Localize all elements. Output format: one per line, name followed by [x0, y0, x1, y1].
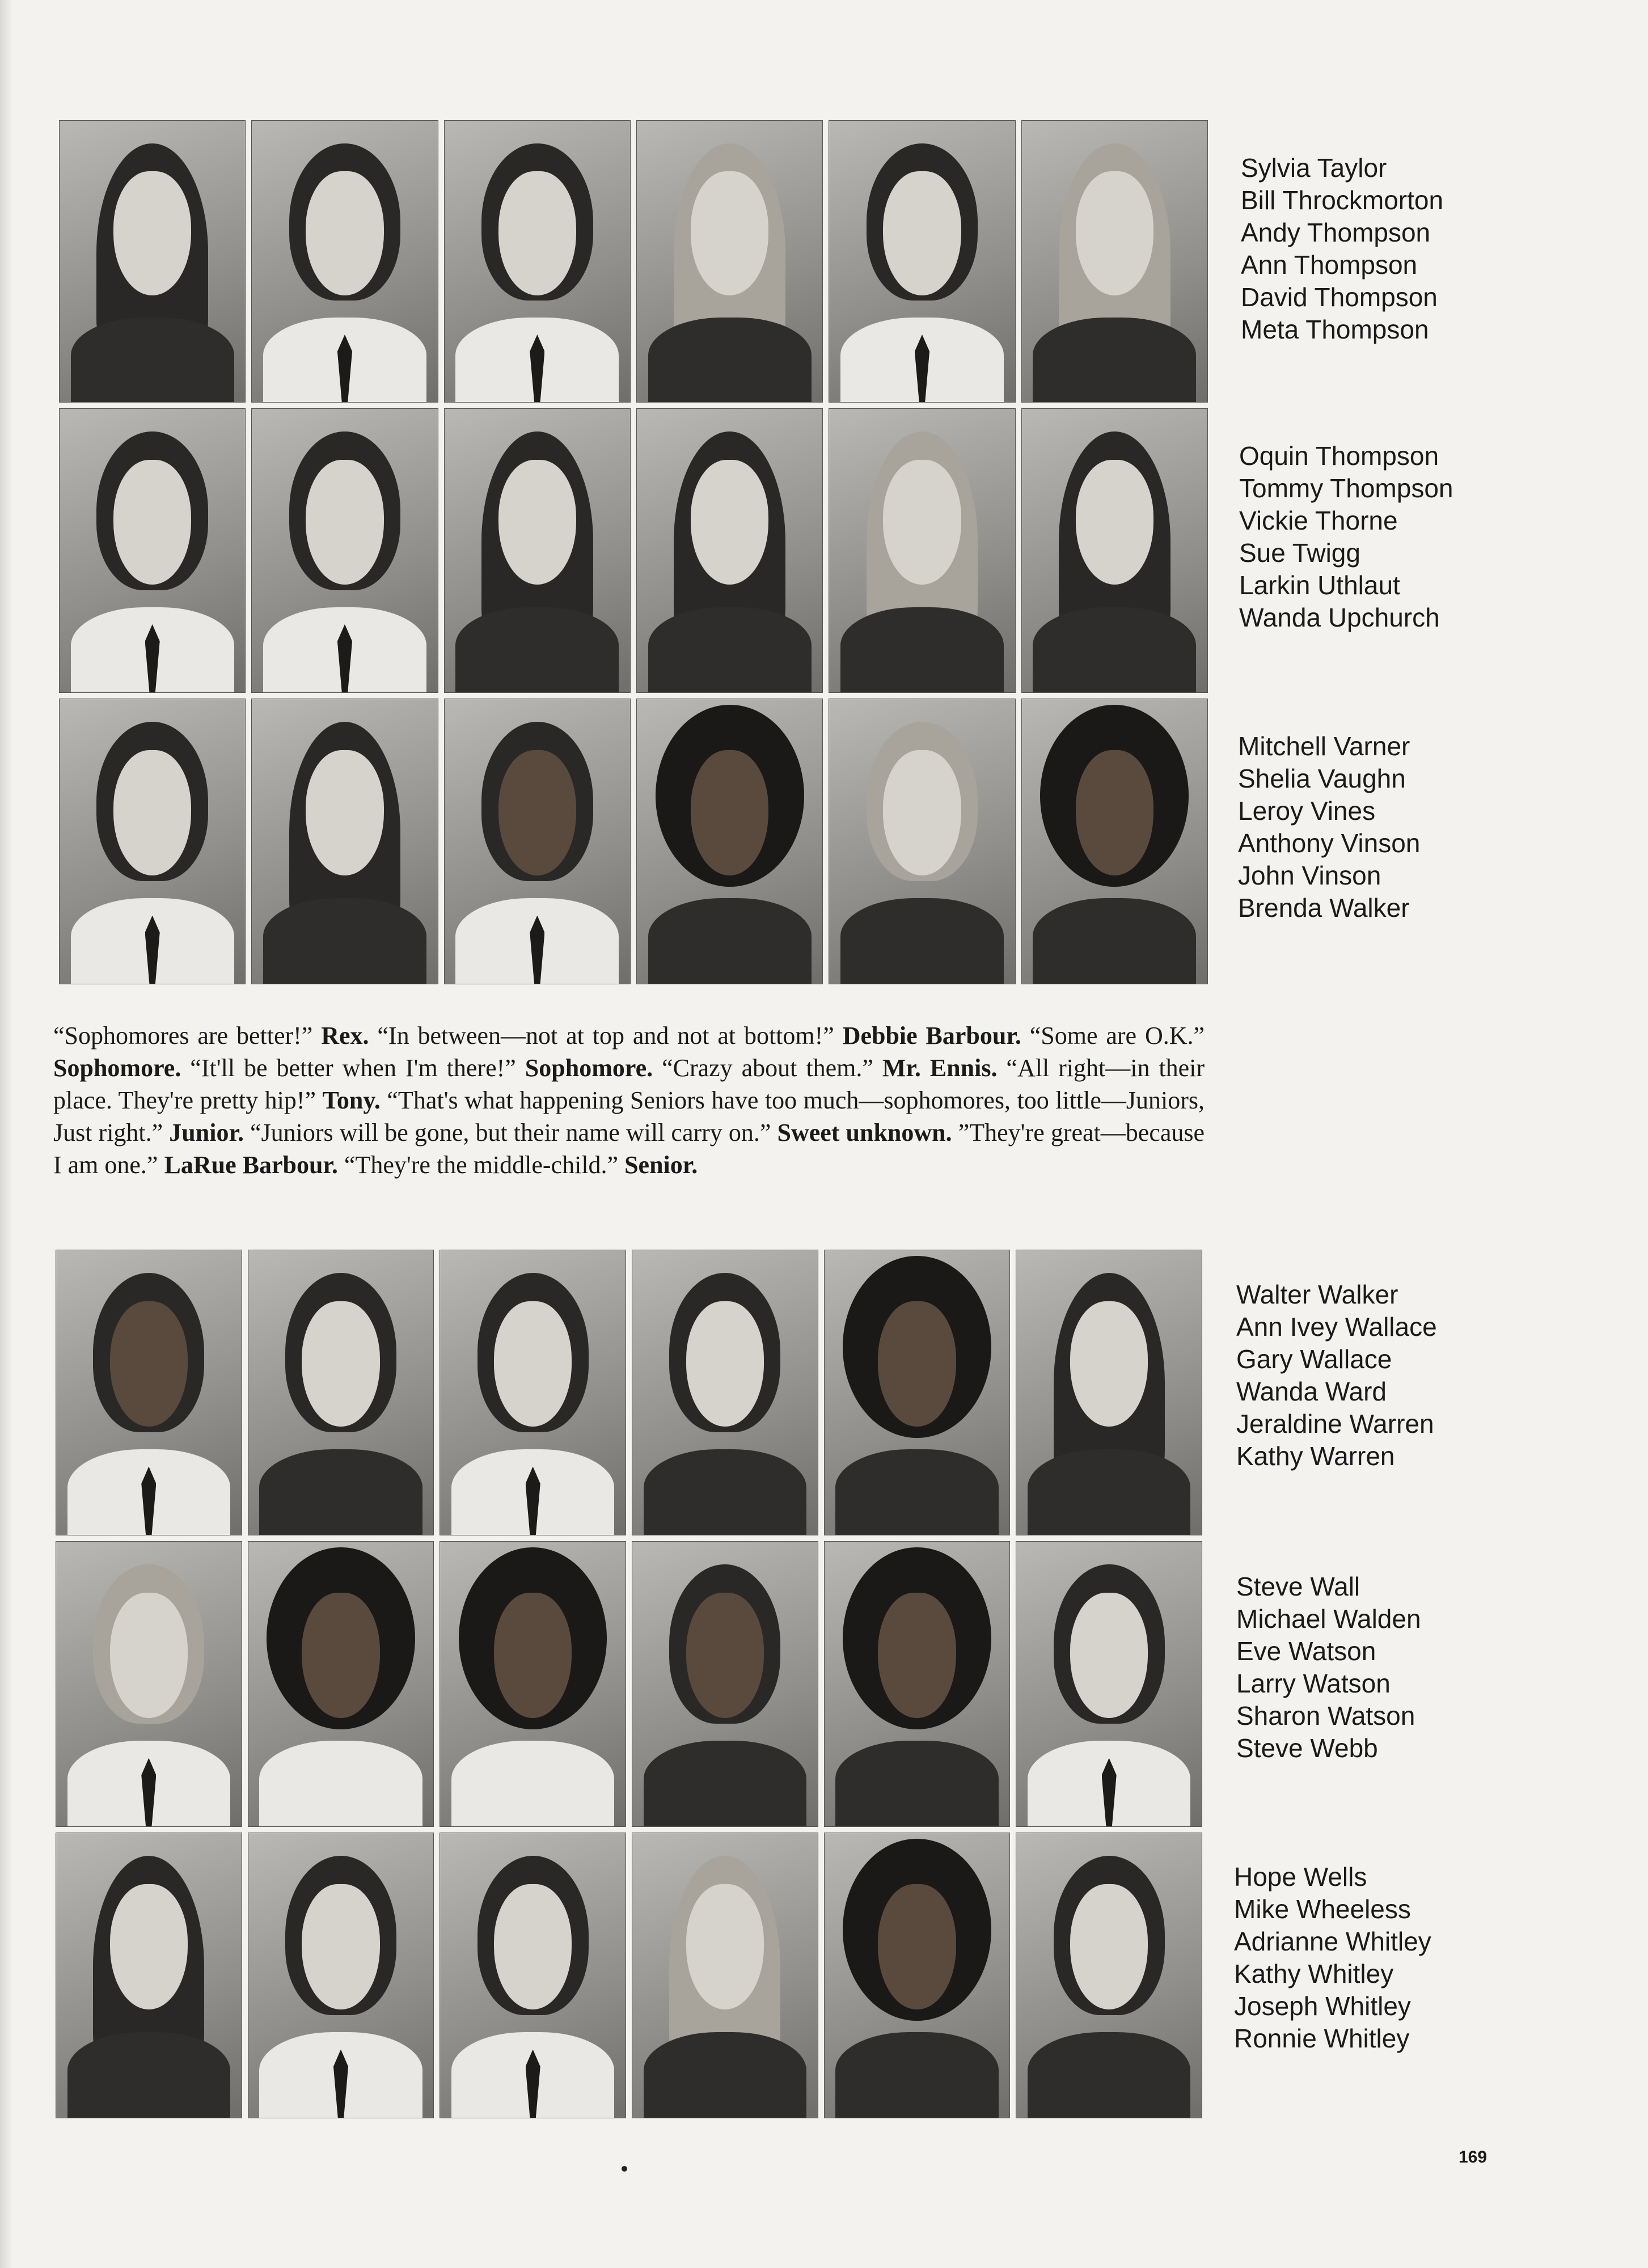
portrait-hope-wells	[56, 1833, 242, 2118]
name-entry: David Thompson	[1241, 282, 1438, 312]
name-entry: Anthony Vinson	[1238, 828, 1421, 858]
name-entry: Larry Watson	[1236, 1669, 1391, 1698]
name-entry: Leroy Vines	[1238, 796, 1376, 826]
portrait-larry-watson	[632, 1541, 818, 1827]
name-entry: Sylvia Taylor	[1241, 153, 1387, 183]
quote-text: ”They're great—because I am one.”	[53, 1119, 1205, 1179]
name-entry: Hope Wells	[1234, 1862, 1367, 1892]
name-entry: Tommy Thompson	[1239, 473, 1453, 503]
name-entry: Ann Ivey Wallace	[1236, 1312, 1437, 1342]
name-entry: Meta Thompson	[1241, 315, 1429, 344]
top-portrait-grid	[59, 120, 1208, 984]
portrait-joseph-whitley	[824, 1833, 1011, 2118]
page-number: 169	[1459, 2148, 1488, 2167]
portrait-adrianne-whitley	[440, 1833, 626, 2118]
portrait-sue-twigg	[636, 408, 823, 693]
quote-text: “Crazy about them.”	[662, 1054, 873, 1082]
name-entry: Joseph Whitley	[1234, 1991, 1411, 2021]
quote-speaker: LaRue Barbour.	[164, 1151, 338, 1179]
name-entry: Jeraldine Warren	[1236, 1409, 1434, 1438]
name-entry: Brenda Walker	[1238, 893, 1410, 923]
portrait-wanda-upchurch	[1021, 408, 1208, 693]
portrait-bill-throckmorton	[251, 120, 438, 403]
quote-text: “It'll be better when I'm there!”	[190, 1054, 516, 1082]
name-list-group-6	[1234, 1861, 1431, 2055]
quote-speaker: Debbie Barbour.	[842, 1022, 1021, 1050]
quote-text: “All right—in their place. They're pretty hip!”	[53, 1054, 1205, 1114]
name-list-group-2	[1239, 440, 1453, 634]
quote-speaker: Sweet unknown.	[777, 1119, 952, 1146]
quote-text: “That's what happening Seniors have too much—sophomores, too little—Juniors, Just right.”	[53, 1086, 1205, 1146]
quote-text: “Juniors will be gone, but their name will carry on.”	[250, 1119, 771, 1146]
portrait-walter-walker	[56, 1250, 242, 1535]
name-entry: Gary Wallace	[1236, 1344, 1392, 1374]
name-entry: Adrianne Whitley	[1234, 1927, 1431, 1956]
name-entry: Mike Wheeless	[1234, 1894, 1411, 1924]
name-entry: Kathy Whitley	[1234, 1959, 1394, 1988]
portrait-meta-thompson	[1021, 120, 1208, 403]
name-entry: Bill Throckmorton	[1241, 185, 1444, 215]
portrait-ann-thompson	[636, 120, 823, 403]
quote-speaker: Tony.	[322, 1086, 381, 1114]
portrait-mike-wheeless	[248, 1833, 434, 2118]
portrait-wanda-ward	[632, 1250, 818, 1535]
portrait-john-vinson	[829, 699, 1015, 984]
portrait-sylvia-taylor	[59, 120, 246, 403]
portrait-kathy-whitley	[632, 1833, 818, 2118]
quote-text: “In between—not at top and not at bottom!”	[377, 1022, 834, 1050]
portrait-andy-thompson	[444, 120, 631, 403]
portrait-steve-webb	[1016, 1541, 1202, 1827]
portrait-david-thompson	[829, 120, 1015, 403]
name-entry: John Vinson	[1238, 861, 1381, 890]
portrait-brenda-walker	[1021, 699, 1208, 984]
name-entry: Larkin Uthlaut	[1239, 570, 1400, 600]
student-quotes-paragraph	[53, 1019, 1205, 1181]
name-entry: Shelia Vaughn	[1238, 764, 1406, 793]
portrait-leroy-vines	[444, 699, 631, 984]
quote-text: “Sophomores are better!”	[53, 1022, 313, 1050]
name-entry: Andy Thompson	[1241, 218, 1431, 247]
portrait-shelia-vaughn	[251, 699, 438, 984]
quote-speaker: Senior.	[624, 1151, 698, 1179]
portrait-gary-wallace	[440, 1250, 626, 1535]
portrait-sharon-watson	[824, 1541, 1011, 1827]
portrait-jeraldine-warren	[824, 1250, 1011, 1535]
portrait-larkin-uthlaut	[829, 408, 1015, 693]
bottom-portrait-grid	[56, 1250, 1202, 2118]
name-entry: Wanda Upchurch	[1239, 603, 1440, 632]
quote-speaker: Junior.	[169, 1119, 244, 1146]
name-list-group-1	[1241, 152, 1443, 346]
name-entry: Kathy Warren	[1236, 1441, 1395, 1471]
quote-speaker: Mr. Ennis.	[882, 1054, 998, 1082]
quote-speaker: Sophomore.	[53, 1054, 181, 1082]
quote-text: “They're the middle-child.”	[344, 1151, 619, 1179]
portrait-kathy-warren	[1016, 1250, 1202, 1535]
name-entry: Wanda Ward	[1236, 1377, 1387, 1406]
name-entry: Sharon Watson	[1236, 1701, 1415, 1730]
portrait-eve-watson	[440, 1541, 626, 1827]
print-speck	[622, 2166, 627, 2172]
portrait-ronnie-whitley	[1016, 1833, 1202, 2118]
portrait-anthony-vinson	[636, 699, 823, 984]
quote-text: “Some are O.K.”	[1029, 1022, 1205, 1050]
name-entry: Mitchell Varner	[1238, 731, 1410, 761]
page-gutter-shadow	[0, 0, 12, 2268]
portrait-mitchell-varner	[59, 699, 246, 984]
quote-speaker: Rex.	[321, 1022, 369, 1050]
name-entry: Sue Twigg	[1239, 538, 1360, 568]
portrait-tommy-thompson	[251, 408, 438, 693]
name-entry: Oquin Thompson	[1239, 441, 1439, 471]
name-entry: Eve Watson	[1236, 1636, 1376, 1666]
name-entry: Walter Walker	[1236, 1280, 1398, 1309]
portrait-oquin-thompson	[59, 408, 246, 693]
name-list-group-5	[1236, 1571, 1421, 1765]
name-list-group-4	[1236, 1279, 1437, 1472]
portrait-steve-wall	[56, 1541, 242, 1827]
name-entry: Steve Wall	[1236, 1572, 1360, 1601]
portrait-ann-ivey-wallace	[248, 1250, 434, 1535]
portrait-michael-walden	[248, 1541, 434, 1827]
name-entry: Ann Thompson	[1241, 250, 1418, 280]
name-entry: Steve Webb	[1236, 1733, 1378, 1763]
quote-speaker: Sophomore.	[525, 1054, 653, 1082]
name-entry: Vickie Thorne	[1239, 506, 1398, 535]
name-list-group-3	[1238, 730, 1420, 924]
name-entry: Ronnie Whitley	[1234, 2024, 1410, 2053]
name-entry: Michael Walden	[1236, 1604, 1421, 1634]
portrait-vickie-thorne	[444, 408, 631, 693]
